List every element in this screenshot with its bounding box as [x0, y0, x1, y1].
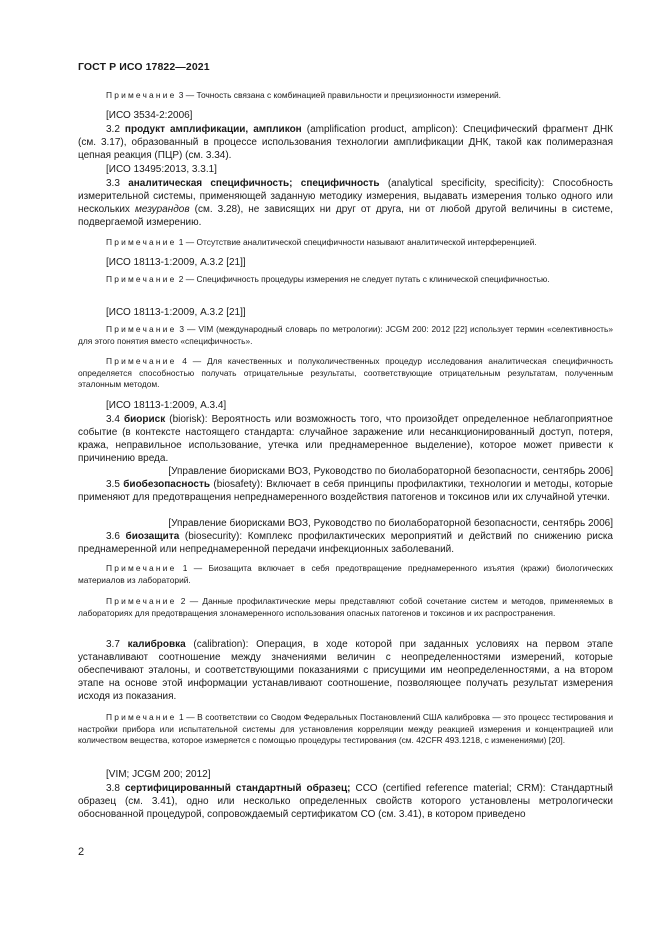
note-text: 3 — Точность связана с комбинацией правильности и прецизионности измерений.: [176, 90, 502, 100]
term-number: 3.5: [106, 479, 124, 490]
term-definition-3-2: [78, 123, 613, 162]
note-paragraph: [78, 90, 613, 102]
note-paragraph: [78, 274, 613, 286]
term-name: биориск: [123, 414, 166, 425]
term-definition-3-6: [78, 530, 613, 556]
note-text: 4 — Для качественных и полуколичественных процедур исследования аналитическая специфичность определяется способностью получать отрицательные результаты, соответствующие отрицательным результатам, полученным эталонным методом.: [78, 356, 613, 389]
note-label: Примечание: [106, 274, 177, 284]
note-label: Примечание: [106, 90, 177, 100]
term-italic-word: мезурандов: [134, 204, 190, 215]
term-name: биобезопасность: [123, 479, 211, 490]
reference-citation: [VIM; JCGM 200; 2012]: [106, 769, 211, 780]
term-definition-3-7: [78, 638, 613, 703]
term-number: 3.8: [106, 783, 125, 794]
note-label: Примечание: [106, 712, 177, 722]
term-text: (amplification product, amplicon): Специфический фрагмент ДНК (см. 3.17), образованный в процессе использования технологии амплификации ДНК, такой как полимеразная цепная реакция (ПЦР) (см. 3.34).: [78, 124, 613, 161]
reference-citation: [ИСО 18113-1:2009, А.3.2 [21]]: [106, 307, 246, 318]
term-name: продукт амплификации, ампликон: [124, 124, 302, 135]
term-text: (biosecurity): Комплекс профилактических мероприятий и действий по снижению риска преднамеренной или непреднамеренной передачи инфекционных заболеваний.: [78, 531, 613, 555]
term-number: 3.2: [106, 124, 125, 135]
note-text: 2 — Данные профилактические меры представляют собой сочетание систем и методов, применяемых в лабораториях для предотвращения злонамеренного использования опасных патогенов и токсинов и их распространения.: [78, 596, 613, 618]
note-paragraph: [78, 712, 613, 747]
term-definition-3-3: [78, 177, 613, 229]
term-text: (biosafety): Включает в себя принципы профилактики, технологии и методы, которые применяют для предотвращения непреднамеренного воздействия патогенов и токсинов или их случайной утечки.: [78, 479, 613, 503]
note-paragraph: [78, 563, 613, 586]
page-number: 2: [78, 846, 85, 858]
term-text-continued: (см. 3.28), не зависящих ни друг от друга, ни от любой другой величины в системе, подвергаемой измерению.: [78, 204, 613, 228]
reference-citation: [ИСО 13495:2013, 3.3.1]: [106, 164, 217, 175]
reference-citation: [Управление биорисками ВОЗ, Руководство по биолабораторной безопасности, сентябрь 2006]: [168, 466, 613, 477]
term-name: сертифицированный стандартный образец;: [124, 783, 351, 794]
note-label: Примечание: [106, 356, 177, 366]
term-name: калибровка: [127, 639, 186, 650]
note-label: Примечание: [106, 237, 177, 247]
note-text: 3 — VIM (международный словарь по метрологии): JCGM 200: 2012 [22] использует термин «селективность» для этого понятия вместо «специфичность».: [78, 324, 613, 346]
note-paragraph: [78, 324, 613, 347]
term-number: 3.6: [106, 531, 126, 542]
term-text: (analytical specificity, specificity): Способность измерительной системы, применяющей заданную методику измерения, выдавать измерения только одного или нескольких: [78, 178, 613, 215]
note-label: Примечание: [106, 563, 177, 573]
term-definition-3-8: [78, 782, 613, 821]
term-name: аналитическая специфичность; специфичность: [128, 178, 380, 189]
reference-citation: [ИСО 18113-1:2009, А.3.2 [21]]: [106, 257, 246, 268]
reference-citation: [ИСО 3534-2:2006]: [106, 110, 193, 121]
document-header: ГОСТ Р ИСО 17822—2021: [78, 61, 210, 73]
note-paragraph: [78, 596, 613, 619]
term-definition-3-4: [78, 413, 613, 465]
note-paragraph: [78, 237, 613, 249]
reference-citation: [ИСО 18113-1:2009, А.3.4]: [106, 400, 227, 411]
term-number: 3.7: [106, 639, 128, 650]
note-text: 2 — Специфичность процедуры измерения не следует путать с клинической специфичностью.: [176, 274, 550, 284]
term-text: (calibration): Операция, в ходе которой при заданных условиях на первом этапе устанавливают соотношение между значениями величин с неопределенностями измерений, которые обеспечивают эталоны, и соответствующими показаниями с присущими им неопределенностями, а на втором этапе на основе этой информации устанавливают соотношение, позволяющее получать результат измерения исходя из показания.: [78, 639, 613, 702]
note-text: 1 — Отсутствие аналитической специфичности называют аналитической интерференцией.: [176, 237, 537, 247]
term-name: биозащита: [125, 531, 180, 542]
term-number: 3.3: [106, 178, 129, 189]
reference-citation: [Управление биорисками ВОЗ, Руководство по биолабораторной безопасности, сентябрь 2006]: [168, 518, 613, 529]
term-text: (biorisk): Вероятность или возможность того, что произойдет определенное неблагоприятное событие (в контексте настоящего стандарта: случайное заражение или несанкционированный доступ, потеря, кража, неправильное использование, утечка или преднамеренное выделение), которое может привести к причинению вреда.: [78, 414, 613, 464]
term-definition-3-5: [78, 478, 613, 504]
note-text: 1 — В соответствии со Сводом Федеральных Постановлений США калибровка — это процесс тестирования и настройки прибора или испытательной системы для установления корреляции между реакцией измерения и концентрацией или количеством вещества, которое измеряется с помощью процедуры тестирования (см. 42CFR 493.1218, с изменениями) [20].: [78, 712, 613, 745]
note-text: 1 — Биозащита включает в себя предотвращение преднамеренного изъятия (кражи) биологических материалов из лабораторий.: [78, 563, 613, 585]
term-text: ССО (certified reference material; CRM): Стандартный образец (см. 3.41), одно или несколько определенных свойств которого установлены метрологически обоснованной процедурой, сопровождаемый сертификатом СО (см. 3.41), в котором приведено: [78, 783, 613, 820]
term-number: 3.4: [106, 414, 124, 425]
note-paragraph: [78, 356, 613, 391]
note-label: Примечание: [106, 596, 177, 606]
note-label: Примечание: [106, 324, 177, 334]
